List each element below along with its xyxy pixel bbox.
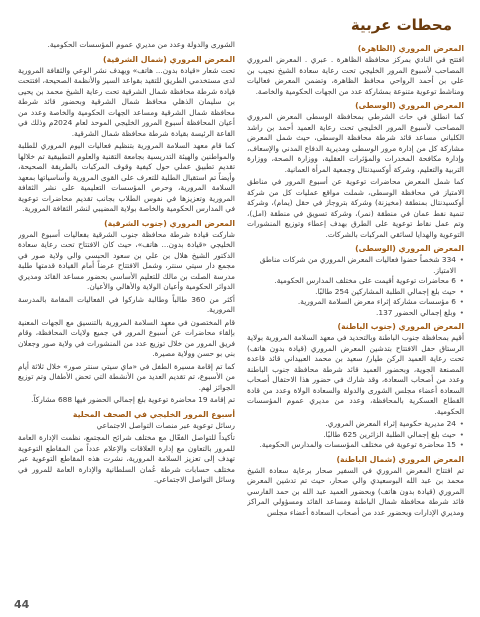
bullet-item: • 24 مديرية حكومية إثراء المعرض المروري. [247, 419, 464, 430]
paragraph: كما انطلق في حاث الشرطي بمحافظة الوسطى المعرض المروري المصاحب لأسبوع المرور الخليجي تحت رعاية العميد أحمد بن راشد الكلباني مساعد قائد شرطة محافظة الوسطى، حيث شمل المعرض مشاركة كل من إدارة مرور الوسطى ومديرية الدفاع المدني والإسعاف، وإدارة مكافحة المخدرات والمؤثرات العقلية، ووزارة الصحة، ووزارة التربية والتعليم، وشركة أوكسيدنتال وجمعية المرأة العمانية. [247, 112, 464, 174]
paragraph: افتتح في النادي بمركز محافظة الظاهرة . عبري . المعرض المروري المصاحب لأسبوع المرور الخليجي تحت رعاية سعادة الشيخ نجيب بن علي بن أحمد الرواحي محافظ الظاهرة، وتضمن المعرض فعاليات ومناشط توعوية متنوعة بمشاركة عدد من الجهات الحكومية والخاصة. [247, 55, 464, 96]
section-heading: أسبوع المرور الخليجي في الصحف المحلية [72, 409, 235, 419]
paragraph: كما قام معهد السلامة المرورية بتنظيم فعاليات اليوم المروري للطلبة والمواطنين والهيئة التدريسية بجامعة التقنية والعلوم التطبيقية تم خلالها تقديم تطبيق عملي حول كيفية وقوف المركبات بالطريقة الصحيحة، وأيضاً تم استقبال الطلبة للتعرف على القوى المرورية وأساسياتها بمعهد السلامة المرورية، وحرص المؤسسات التعليمية على نشر الثقافة المرورية وتعزيزها في نفوس الطلاب بجانب تقديم محاضرات توعوية في المدارس الحكومية والخاصة بولاية المضيبي لنشر الثقافة المرورية. [18, 141, 235, 213]
bullet-item: • 6 محاضرات توعوية أقيمت على مختلف المدارس الحكومية. [247, 276, 464, 287]
bullet-item: • 334 شخصاً حضوا فعاليات المعرض المروري من شركات مناطق الامتياز. [247, 255, 464, 276]
bullet-list [247, 419, 464, 451]
bullet-item: • 15 محاضرة توعوية في مختلف المؤسسات والمدارس الحكومية. [247, 440, 464, 451]
section-heading: المعرض المروري (الوسطى) [355, 101, 464, 110]
paragraph: قام المختصون في معهد السلامة المرورية بالتنسيق مع الجهات المعنية بإلقاء محاضرات عن أسبوع المرور في جميع ولايات المحافظة، وقام فريق المرور من خلال توزيع عدد من المنشورات في ولاية صور وجعلان بني بو حسن وولاية مصيرة. [18, 317, 235, 358]
paragraph: الشورى والدولة وعدد من مديري عموم المؤسسات الحكومية. [47, 40, 235, 49]
paragraph: كما شمل المعرض محاضرات توعوية عن أسبوع المرور في مناطق الامتياز في محافظة الوسطى، شملت مواقع عمليات كل من شركة أوكسيدنتال بمنطقة (مخيزنة) وشركة بتروجاز في حقل (يمام)، وشركة تنمية نفط عمان في منطقة (نمر)، وشركة تسويق في منطقة (امل)، وتم عمل نقاط توعوية على الطرق بهدف إعطاء وتوزيع المنشورات التوعوية والهدايا لسائقي المركبات بالشركات. [247, 177, 464, 239]
paragraph: تحت شعار «قيادة بدون... هاتف» ويهدف نشر الوعي والثقافة المرورية لدى مستخدمي الطريق للتقيد بقواعد السير والأنظمة الصحيحة، افتتحت قيادة شرطة محافظة شمال الشرقية تحت رعاية الشيخ محمد بن يحيى بن سليمان الذهلي محافظ شمال الشرقية وبحضور قائد شرطة محافظة شمال الشرقية ومساعد الجهات الحكومية والخاصة وعدد من أعيان المحافظة أسبوع المرور الخليجي الموحد لعام 2024م وذلك في القاعة الرئيسة بقيادة شرطة محافظة شمال الشرقية. [18, 65, 235, 138]
section-title: محطات عربية [350, 16, 452, 34]
section-heading: المعرض المروري (شمال الشرقية) [103, 54, 235, 64]
page-number: 44 [14, 598, 30, 611]
paragraph: كما تم إقامة مسيرة الطفل في «ماي سيتي سنتر صور» خلال ثلاثة أيام من الأسبوع، تم تقديم العديد من الأنشطة التي تحض الأطفال وتم توزيع الجوائز لهم. [18, 361, 235, 392]
paragraph: رسائل توعوية عبر منصات التواصل الاجتماعي [96, 420, 235, 430]
bullet-list [247, 255, 464, 318]
section-heading: المعرض المروري (الظاهرة) [357, 44, 464, 53]
paragraph: شاركت قيادة شرطة محافظة جنوب الشرقية بفعاليات أسبوع المرور الخليجي «قيادة بدون... هاتف»، حيث كان الافتتاح تحت رعاية سعادة الدكتور الشيخ هلال بن علي بن سعود الحبسي والي ولاية صور في مجمع دار سيتي سنتر، وشمل الافتتاح عرضاً أمام القيادة قدمتها طلبة مدرسة الصلت بن مالك للتعليم الأساسي بحضور مساعد القائد ومديري الدوائر الحكومية وأعيان الولاية والأهالي والأعيان. [18, 229, 235, 291]
section-heading: المعرض المروري (الوسطى) [355, 244, 464, 253]
right-column [247, 40, 464, 595]
section-heading: المعرض المروري (شمال الباطنة) [336, 454, 464, 464]
bullet-item: • حيث بلغ إجمالي الطلبة الزائرين 625 طالبًا. [247, 430, 464, 441]
bullet-item: • 6 مؤسسات مشاركة إثراء معرض السلامة المرورية. [247, 297, 464, 308]
paragraph: أكثر من 360 طالباً وطالبة شاركوا في الفعاليات المقامة بالمدرسة المرورية. [18, 294, 235, 314]
section-heading: المعرض المروري (جنوب الباطنة) [337, 322, 464, 331]
bullet-item: • وبلغ إجمالي الحضور 137. [247, 308, 464, 319]
paragraph: تم إقامة 19 محاضرة توعوية بلغ إجمالي الحضور فيها 688 مشاركاً. [31, 395, 235, 404]
article-body [18, 40, 464, 595]
bullet-item: • حيث بلغ إجمالي الطلبة المشاركين 254 طالبًا. [247, 287, 464, 298]
left-column [18, 40, 235, 595]
paragraph: تأكيداً للتواصل الفعّال مع مختلف شرائح المجتمع، نظمت الإدارة العامة للمرور بالتعاون مع إدارة العلاقات والإعلام عدداً من المقاطع التوعوية تهدف إلى تعزيز السلامة المرورية، نشرت هذه المقاطع التوعوية عبر مختلف حسابات شرطة عُمان السلطانية والإدارة العامة للمرور في وسائل التواصل الاجتماعي. [18, 433, 235, 484]
paragraph: تم افتتاح المعرض المروري في السفير صحار برعاية سعادة الشيخ محمد بن عبد الله البوسعيدي والي صحار، حيث تم تدشين المعرض المروري (قيادة بدون هاتف) وبحضور العميد عبد الله بن حمد الفارسي قائد شرطة محافظة شمال الباطنة ومساعد القائد ومسؤولي المراكز ومديري الإدارات وبحضور عدد من أصحاب السعادة أعضاء مجلس [247, 465, 464, 517]
section-heading: المعرض المروري (جنوب الشرقية) [104, 218, 235, 228]
paragraph: أقيم بمحافظة جنوب الباطنة وبالتحديد في معهد السلامة المرورية بولاية الرستاق حفل الافتتاح بتدشين المعرض المروري (قيادة بدون هاتف) تحت رعاية العميد الركن طيار/ سعيد بن محمد العبيداني قائد قاعدة المصنعة الجوية، وبحضور العميد قائد شرطة محافظة جنوب الباطنة وعدد من أصحاب السعادة، وقد شارك في حضور هذا الاحتفال أصحاب السعادة أعضاء مجلس الشورى والدولة والسعادة الولاة وعدد من قادة القطاع العسكرية بالمحافظة، وعدد من مديري عموم المؤسسات الحكومية. [247, 333, 464, 416]
